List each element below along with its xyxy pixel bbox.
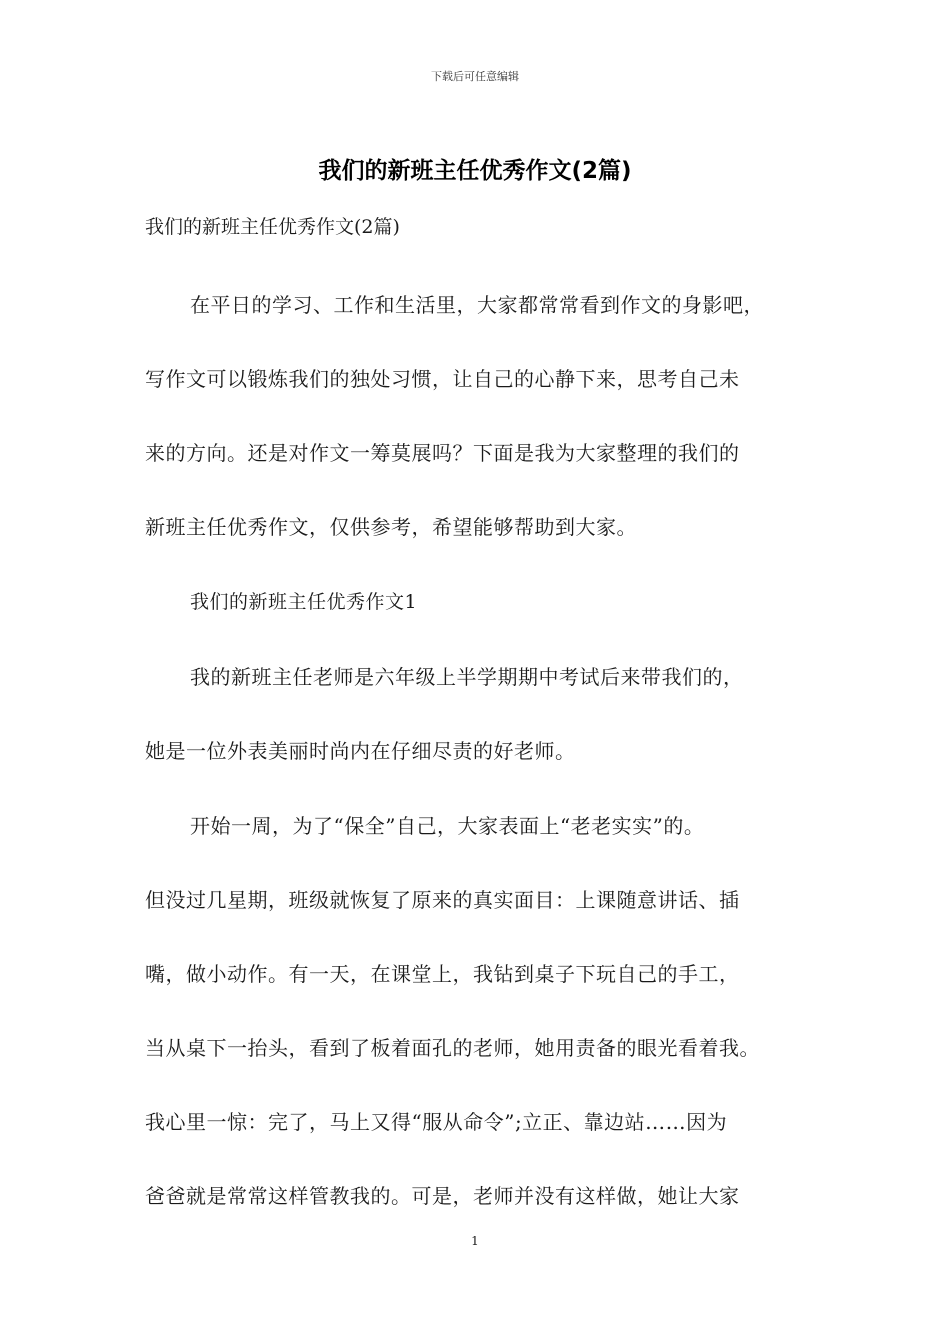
page-number: 1 — [471, 1234, 479, 1248]
paragraph-line: 我的新班主任老师是六年级上半学期期中考试后来带我们的， — [190, 665, 744, 689]
paragraph-line: 在平日的学习、工作和生活里，大家都常常看到作文的身影吧， — [190, 293, 764, 317]
paragraph-line: 嘴，做小动作。有一天，在课堂上，我钻到桌子下玩自己的手工， — [145, 962, 740, 986]
paragraph-line: 新班主任优秀作文，仅供参考，希望能够帮助到大家。 — [145, 515, 637, 539]
paragraph-line: 写作文可以锻炼我们的独处习惯，让自己的心静下来，思考自己未 — [145, 367, 740, 391]
paragraph-line: 但没过几星期，班级就恢复了原来的真实面目：上课随意讲话、插 — [145, 888, 740, 912]
header-note: 下载后可任意编辑 — [431, 70, 519, 83]
document-subtitle: 我们的新班主任优秀作文(2篇) — [145, 216, 400, 238]
paragraph-line: 来的方向。还是对作文一筹莫展吗？下面是我为大家整理的我们的 — [145, 441, 740, 465]
document-title: 我们的新班主任优秀作文(2篇) — [318, 158, 632, 184]
paragraph-line: 她是一位外表美丽时尚内在仔细尽责的好老师。 — [145, 739, 576, 763]
paragraph-line: 我心里一惊：完了，马上又得“服从命令”;立正、靠边站……因为 — [145, 1110, 728, 1134]
paragraph-line: 当从桌下一抬头，看到了板着面孔的老师，她用责备的眼光看着我。 — [145, 1036, 760, 1060]
paragraph-line: 开始一周，为了“保全”自己，大家表面上“老老实实”的。 — [190, 814, 705, 838]
section-heading: 我们的新班主任优秀作文1 — [190, 591, 418, 613]
paragraph-line: 爸爸就是常常这样管教我的。可是，老师并没有这样做，她让大家 — [145, 1184, 740, 1208]
